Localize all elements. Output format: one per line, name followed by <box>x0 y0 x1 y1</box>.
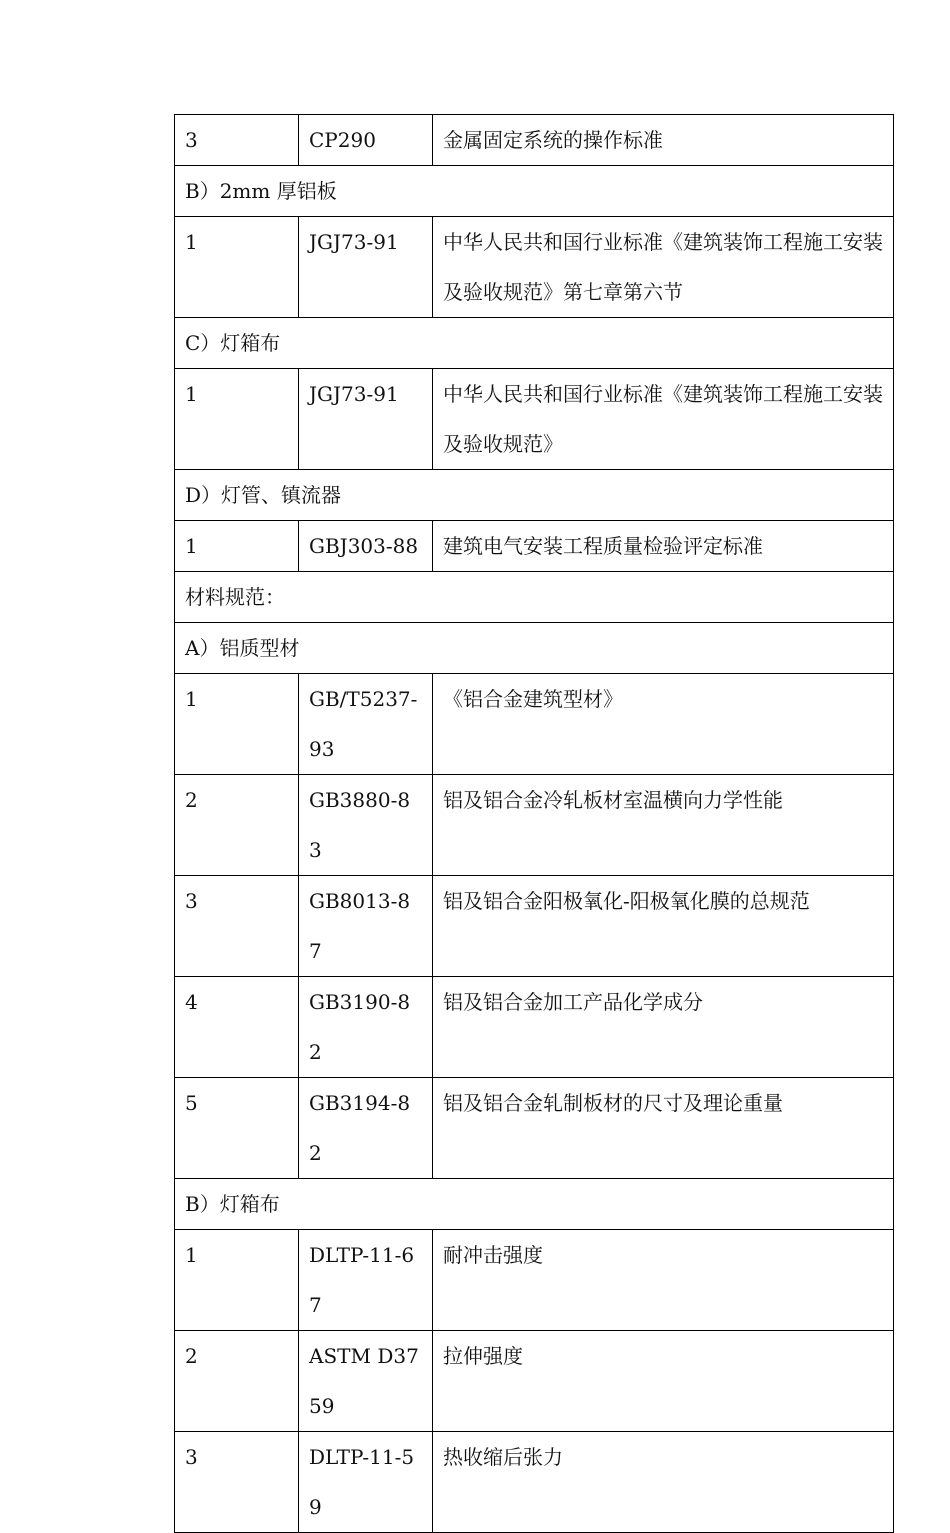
section-title: A）铝质型材 <box>175 623 894 674</box>
table-row <box>175 115 894 166</box>
table-row <box>175 1432 894 1533</box>
item-number: 3 <box>175 876 299 977</box>
section-header-row <box>175 318 894 369</box>
item-number: 2 <box>175 1331 299 1432</box>
section-title: B）2mm 厚铝板 <box>175 166 894 217</box>
item-number: 1 <box>175 1230 299 1331</box>
table-row <box>175 217 894 318</box>
standard-code: DLTP-11-67 <box>299 1230 433 1331</box>
table-row <box>175 1078 894 1179</box>
standard-description: 金属固定系统的操作标准 <box>433 115 894 166</box>
standard-description: 铝及铝合金加工产品化学成分 <box>433 977 894 1078</box>
standard-code: CP290 <box>299 115 433 166</box>
item-number: 4 <box>175 977 299 1078</box>
table-row <box>175 1230 894 1331</box>
standard-code: GB3194-82 <box>299 1078 433 1179</box>
standard-description: 铝及铝合金轧制板材的尺寸及理论重量 <box>433 1078 894 1179</box>
standard-description: 建筑电气安装工程质量检验评定标准 <box>433 521 894 572</box>
standard-description: 中华人民共和国行业标准《建筑装饰工程施工安装及验收规范》 <box>433 369 894 470</box>
table-row <box>175 977 894 1078</box>
section-header-row <box>175 572 894 623</box>
table-row <box>175 674 894 775</box>
standard-code: GB/T5237-93 <box>299 674 433 775</box>
standard-description: 拉伸强度 <box>433 1331 894 1432</box>
standard-description: 《铝合金建筑型材》 <box>433 674 894 775</box>
section-title: 材料规范： <box>175 572 894 623</box>
standard-description: 铝及铝合金阳极氧化-阳极氧化膜的总规范 <box>433 876 894 977</box>
section-title: D）灯管、镇流器 <box>175 470 894 521</box>
item-number: 3 <box>175 115 299 166</box>
item-number: 2 <box>175 775 299 876</box>
item-number: 1 <box>175 674 299 775</box>
section-header-row <box>175 166 894 217</box>
standard-code: JGJ73-91 <box>299 217 433 318</box>
item-number: 5 <box>175 1078 299 1179</box>
standard-description: 耐冲击强度 <box>433 1230 894 1331</box>
standard-code: JGJ73-91 <box>299 369 433 470</box>
standard-description: 铝及铝合金冷轧板材室温横向力学性能 <box>433 775 894 876</box>
item-number: 1 <box>175 369 299 470</box>
item-number: 1 <box>175 217 299 318</box>
standard-description: 热收缩后张力 <box>433 1432 894 1533</box>
item-number: 1 <box>175 521 299 572</box>
table-row <box>175 521 894 572</box>
section-header-row <box>175 623 894 674</box>
standard-description: 中华人民共和国行业标准《建筑装饰工程施工安装及验收规范》第七章第六节 <box>433 217 894 318</box>
standard-code: GB8013-87 <box>299 876 433 977</box>
section-title: B）灯箱布 <box>175 1179 894 1230</box>
standard-code: DLTP-11-59 <box>299 1432 433 1533</box>
section-header-row <box>175 1179 894 1230</box>
table-row <box>175 876 894 977</box>
item-number: 3 <box>175 1432 299 1533</box>
table-row <box>175 775 894 876</box>
standard-code: GB3880-83 <box>299 775 433 876</box>
standard-code: GBJ303-88 <box>299 521 433 572</box>
table-row <box>175 369 894 470</box>
standards-table-body <box>175 115 894 1533</box>
standard-code: GB3190-82 <box>299 977 433 1078</box>
section-title: C）灯箱布 <box>175 318 894 369</box>
standards-table <box>174 114 894 1533</box>
section-header-row <box>175 470 894 521</box>
table-row <box>175 1331 894 1432</box>
standard-code: ASTM D3759 <box>299 1331 433 1432</box>
